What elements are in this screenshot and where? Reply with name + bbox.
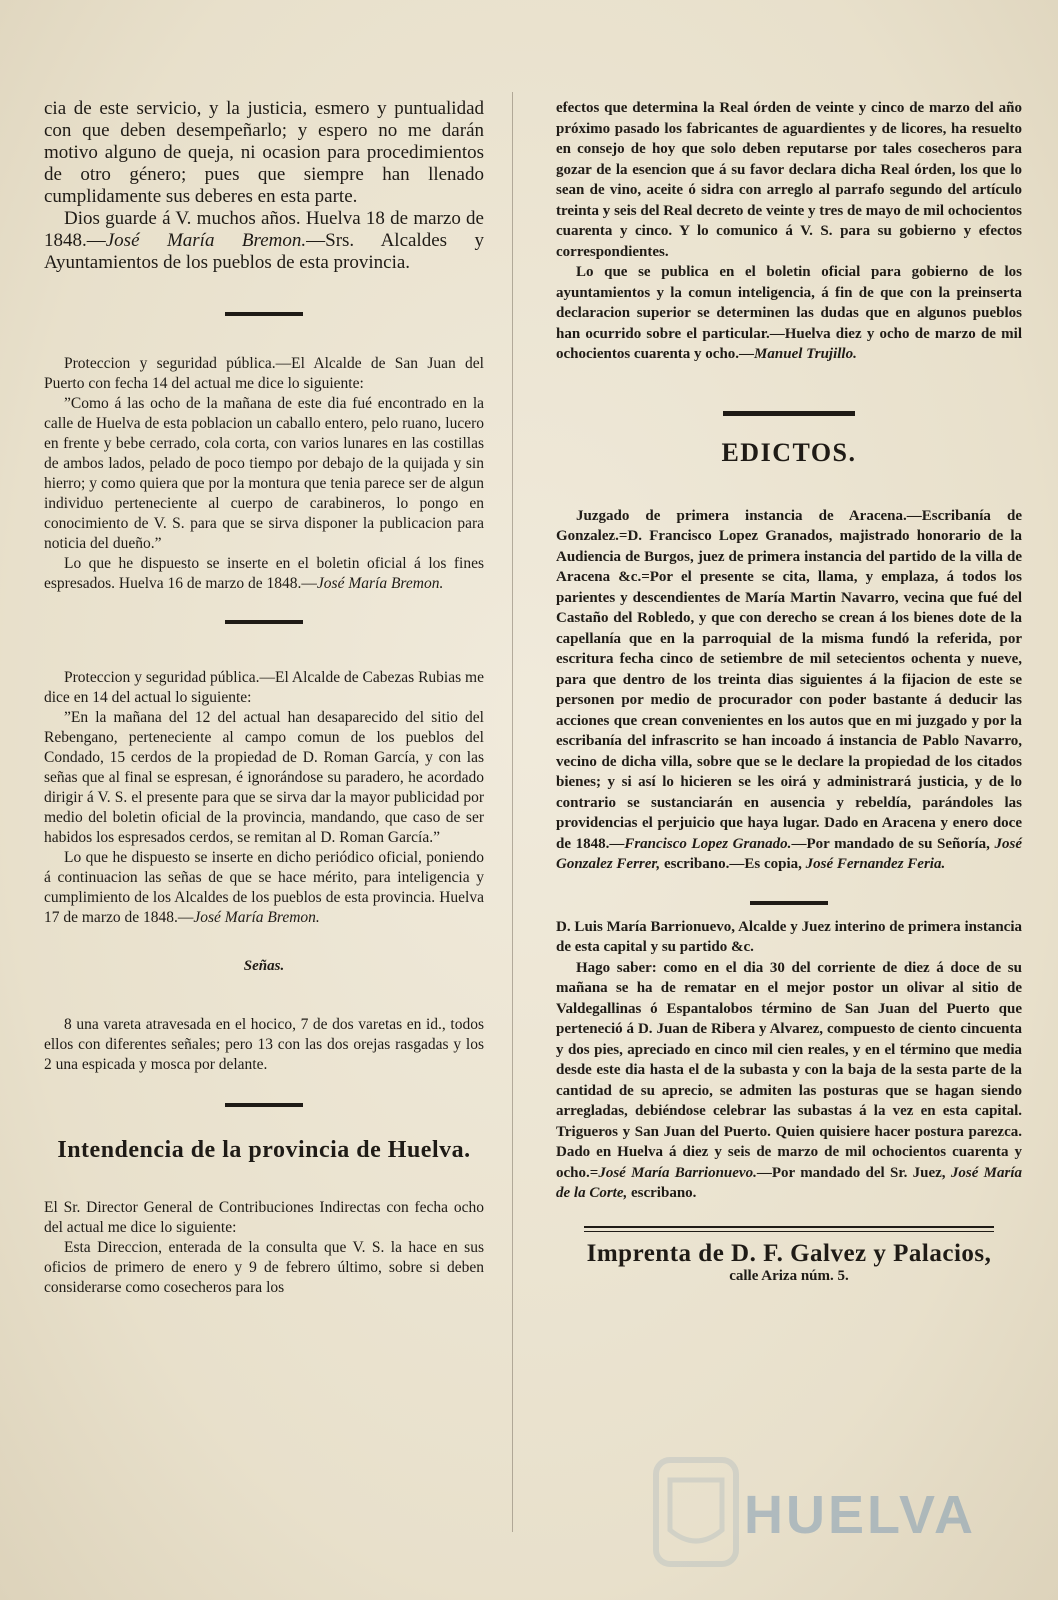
edict-text: —Por mandado de su Señoría, <box>791 835 995 852</box>
signature: José María Bremon. <box>193 909 320 926</box>
right-continuation: efectos que determina la Real órden de veinte y cinco de marzo del año próximo pasado los fabricantes de aguardientes y de licores, ha resuelto en consejo de hoy que solo deben reputarse por tales cosecheros para gozar de la esencion que á su favor declara dicha Real órden, los que lo sean de vino, aceite ó sidra con arreglo al parrafo segundo del artículo treinta y seis del Real decreto de veinte y tres de mayo de mil ochocientos cuarenta y cinco. Y lo comunico á V. S. para su gobierno y efectos correspondientes. <box>556 100 1022 260</box>
signature: José María Bremon. <box>316 575 444 592</box>
senas-description: 8 una vareta atravesada en el hocico, 7 de dos varetas en id., todos ellos con diferentes señales; pero 13 con las dos orejas rasgadas y los 2 una espicada y mosca por delante. <box>44 1016 484 1073</box>
edictos-heading: EDICTOS. <box>721 437 857 467</box>
intendencia-body: Esta Direccion, enterada de la consulta que V. S. la hace en sus oficios de primero de enero y 9 de febrero último, sobre si deben considerarse como cosecheros para los <box>44 1239 484 1296</box>
edict-huelva-body <box>556 958 1022 1204</box>
closing-tail: —Srs. Alcaldes y Ayuntamientos de los pueblos de esta provincia. <box>44 230 484 273</box>
right-closing-paragraph <box>556 262 1022 365</box>
edict-text: escribano. <box>627 1185 697 1201</box>
closing-text: Lo que he dispuesto se inserte en dicho periódico oficial, poniendo á continuacion las señas de que se hace mérito, para inteligencia y cumplimiento de los Alcaldes de los pueblos de esta provincia. Huelva 17 de marzo de 1848.— <box>44 849 484 926</box>
pigs-notice-intro: Proteccion y seguridad pública.—El Alcalde de Cabezas Rubias me dice en 14 del actual lo siguiente: <box>44 669 484 706</box>
closing-text: Lo que se publica en el boletin oficial para gobierno de los ayuntamientos y la comun inteligencia, á fin de que con la preinserta declaracion superior se determinen las dudas que en algunos pueblos han ocurrido sobre el particular.—Huelva diez y ocho de marzo de mil ochocientos cuarenta y ocho.— <box>556 264 1022 362</box>
column-divider <box>512 92 513 1532</box>
imprint-name: Imprenta de D. F. Galvez y Palacios, <box>586 1239 992 1267</box>
intendencia-heading: Intendencia de la provincia de Huelva. <box>57 1137 471 1163</box>
edict-aracena <box>556 506 1022 875</box>
horse-notice-intro: Proteccion y seguridad pública.—El Alcalde de San Juan del Puerto con fecha 14 del actual me dice lo siguiente: <box>44 355 484 392</box>
signature: José Gonzalez Ferrer, <box>556 835 1023 872</box>
signature: Francisco Lopez Granado. <box>624 835 792 852</box>
edict-text: —Por mandado del Sr. Juez, <box>756 1164 951 1181</box>
horse-notice-body: ”Como á las ocho de la mañana de este dia fué encontrado en la calle de Huelva de esta poblacion un caballo entero, pelo ruano, lucero en frente y bebe cerrado, cola corta, con varios lunares en las costillas de ambos lados, pelado de poco tiempo por debajo de la quijada y sin hierro; y como quiera que por la montura que tenia parece ser de algun individuo perteneciente al cuerpo de carabineros, lo pongo en conocimiento de V. S. para que se sirva disponer la publicacion para noticia del dueño.” <box>44 395 484 552</box>
edict-text: escribano.—Es copia, <box>660 856 806 872</box>
pigs-notice-body: ”En la mañana del 12 del actual han desaparecido del sitio del Rebengano, perteneciente al campo comun de los pueblos del Condado, 15 cerdos de la propiedad de D. Roman García, y con las señas que al final se espresan, é ignorándose su paradero, he acordado dirigir á V. S. el presente para que se sirva dar la mayor publicidad por medio del boletin oficial de la provincia, mandando, que caso de ser habidos los espresados cerdos, se remitan al D. Roman García.” <box>44 709 484 846</box>
closing-text: Lo que he dispuesto se inserte en el boletin oficial á los fines espresados. Huelva 16 de marzo de 1848.— <box>44 555 484 592</box>
signature: José María Bremon. <box>105 230 307 251</box>
edict-text: Hago saber: como en el dia 30 del corriente de diez á doce de su mañana se ha de rematar en el mejor postor un olivar al sitio de Valdegallinas ó Espantalobos término de San Juan del Puerto que perteneció á D. Juan de Ribera y Alvarez, compuesto de ciento cincuenta y dos pies, apreciado en cinco mil cien reales, y en el término que media desde este dia hasta el de la subasta y con la baja de la sesta parte de la cantidad de su aprecio, se admiten las posturas que se hagan siendo arregladas, debiéndose celebrar las subastas á la vez en esta capital. Trigueros y San Juan del Puerto. Quien quisiere hacer postura parezca. Dado en Huelva á diez y seis de marzo de mil ochocientos cuarenta y ocho.= <box>556 959 1022 1181</box>
senas-heading: Señas. <box>243 958 285 974</box>
signature: José María de la Corte, <box>556 1164 1022 1201</box>
signature: José María Barrionuevo. <box>598 1164 757 1181</box>
left-opening-paragraph: cia de este servicio, y la justicia, esmero y puntualidad con que deben desempeñarlo; y espero no me darán motivo alguno de queja, ni ocasion para procedimientos de otro género; pues que siempre han llenado cumplidamente sus deberes en esta parte. <box>44 98 484 207</box>
horse-notice-closing <box>44 554 484 594</box>
watermark-text: HUELVA <box>744 1485 976 1545</box>
pigs-notice-closing <box>44 848 484 928</box>
edict-huelva-heading: D. Luis María Barrionuevo, Alcalde y Juez interino de primera instancia de esta capital y su partido &c. <box>556 918 1022 955</box>
closing-text: Dios guarde á V. muchos años. Huelva 18 de marzo de 1848.— <box>44 208 484 251</box>
left-closing-paragraph <box>44 208 484 274</box>
signature: José Fernandez Feria. <box>805 856 946 872</box>
edict-text: Juzgado de primera instancia de Aracena.—Escribanía de Gonzalez.=D. Francisco Lopez Granados, majistrado honorario de la Audiencia de Burgos, juez de primera instancia del partido de la villa de Aracena &c.=Por el presente se cita, llama, y emplaza, á todos los parientes y descendientes de María Martin Navarro, vecina que fué del Castaño del Robledo, y que con derecho se crean á los bienes dote de la capellanía que en la parroquial de la misma fundó la referida, por escritura fecha cinco de setiembre de mil setecientos ochenta y nueve, para que dentro de los treinta dias siguientes á la fijacion de este se personen por medio de procurador con poder bastante á deducir las acciones que crean convenientes en los autos que en mi juzgado y por la escribanía del infrascrito se han incoado á instancia de Pablo Navarro, vecino de dicha villa, sobre que se le declare la propiedad de los citados bienes; y si así lo hicieren se les oirá y administrará justicia, y de lo contrario se sustanciarán en ausencia y rebeldía, parándoles las providencias el perjuicio que haya lugar. Dado en Aracena y enero doce de 1848.— <box>556 507 1022 852</box>
imprint-address: calle Ariza núm. 5. <box>729 1267 849 1284</box>
signature: Manuel Trujillo. <box>754 346 857 362</box>
right-column <box>556 98 1022 1285</box>
left-column <box>44 98 484 1298</box>
intendencia-intro: El Sr. Director General de Contribuciones Indirectas con fecha ocho del actual me dice lo siguiente: <box>44 1199 484 1236</box>
